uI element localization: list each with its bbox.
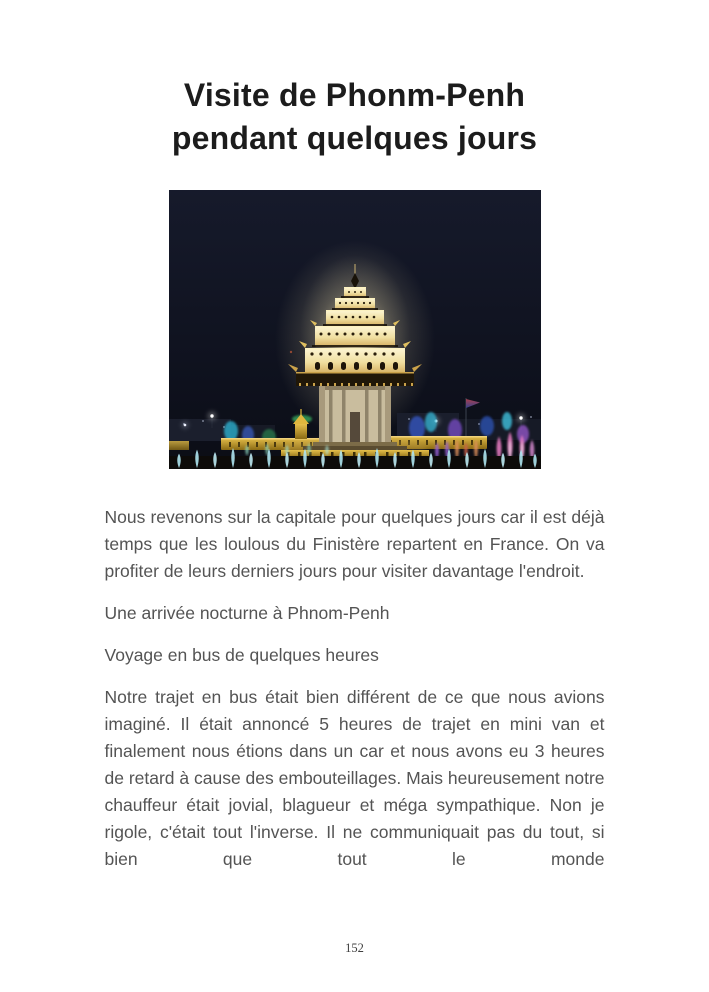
paragraph-intro: Nous revenons sur la capitale pour quelques jours car il est déjà temps que les loulous du Finistère repartent en France. On va profiter de leurs derniers jours pour visiter davantage l'endroit. [104,507,605,581]
title-line-1: Visite de Phonm-Penh [183,77,526,113]
paragraph-trajet: Notre trajet en bus était bien différent de ce que nous avions imaginé. Il était annoncé 5 heures de trajet en mini van et finalement nous étions dans un car et nous avons eu 3 heures de retard à cause des embouteillages. Mais heureusement notre chauffeur était jovial, blagueur et méga sympathique. Non je rigole, c'était tout l'inverse. Il ne communiquait pas du tout, si bien que tout le monde [104,687,605,869]
article-photo [169,190,541,469]
paragraph-voyage: Voyage en bus de quelques heures [104,645,379,665]
independence-monument-night-photo [169,190,541,469]
page-title [0,0,709,160]
title-line-2: pendant quelques jours [171,120,538,156]
page-number: 152 [345,941,364,955]
article-body [105,504,605,873]
paragraph-arrival: Une arrivée nocturne à Phnom-Penh [104,603,390,623]
